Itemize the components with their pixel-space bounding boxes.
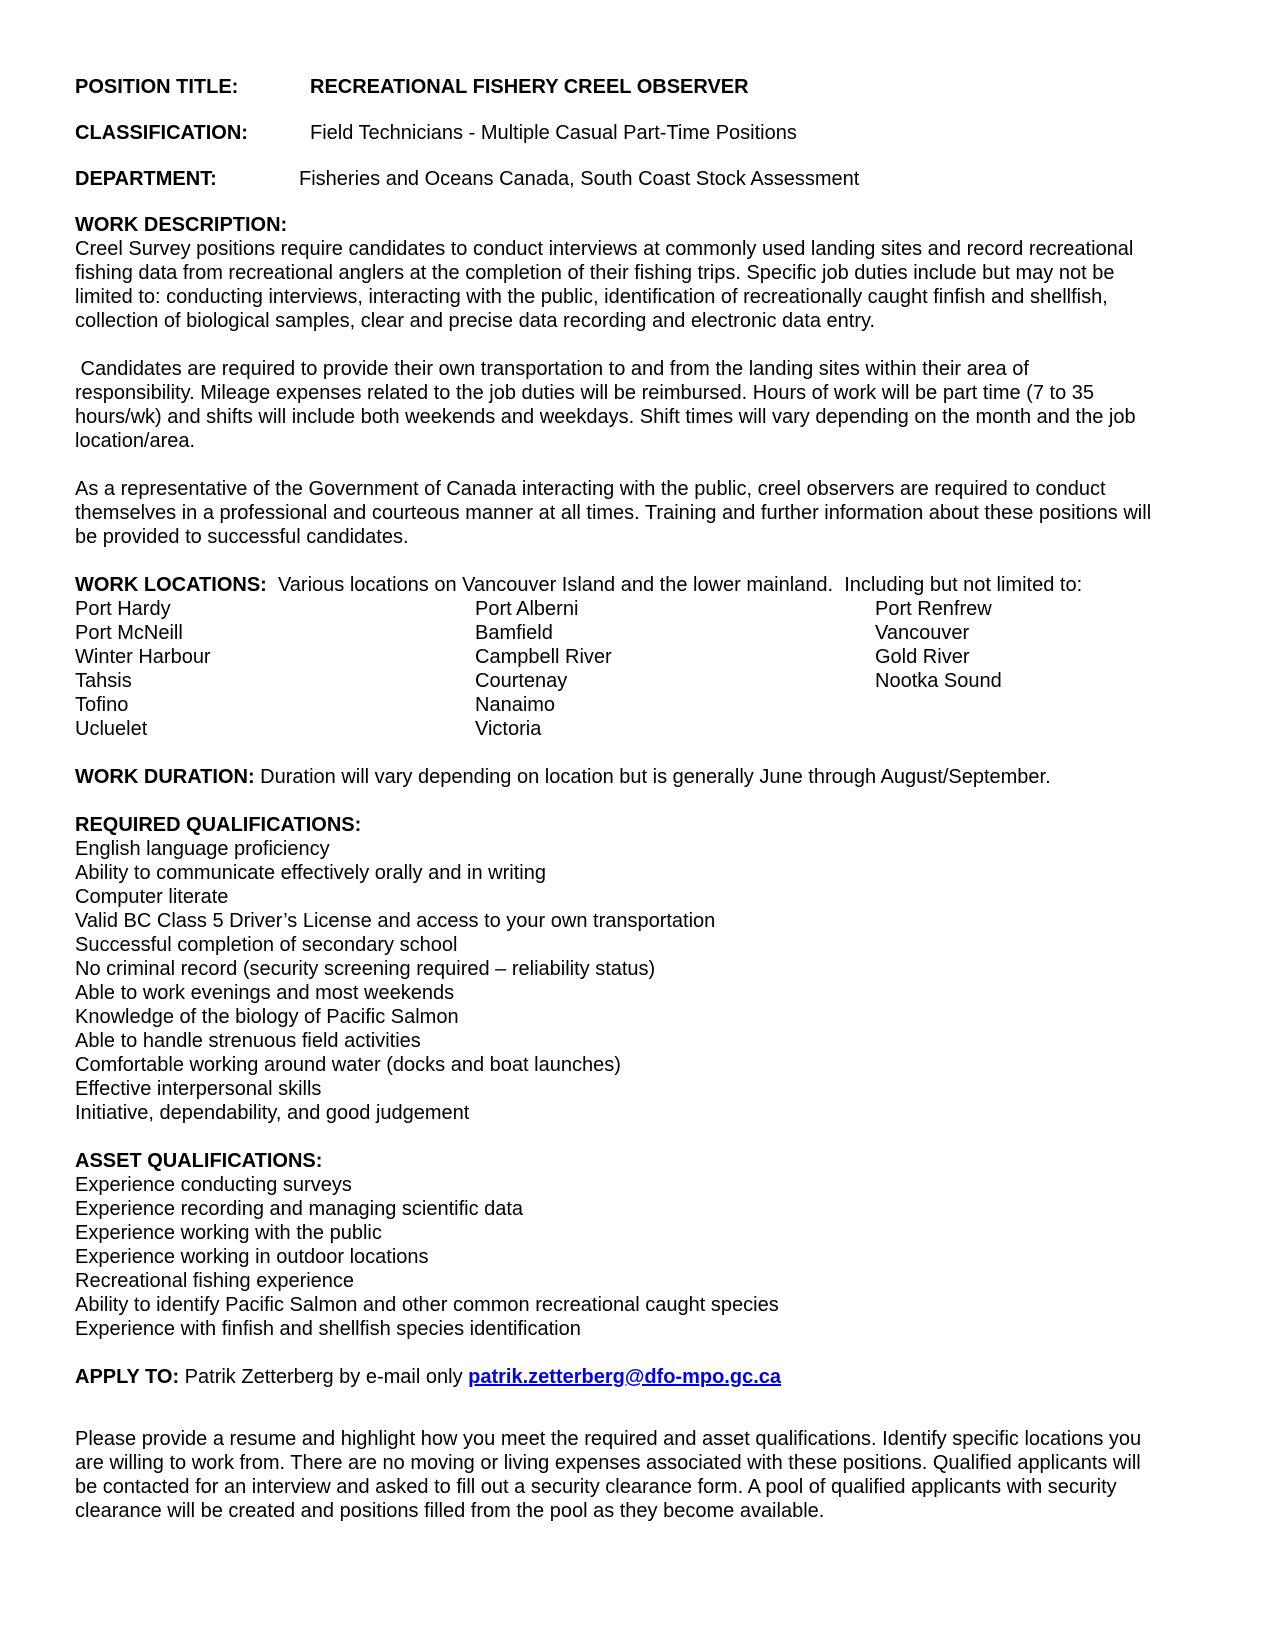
- required-qualifications-section: [75, 813, 1205, 1125]
- list-item: Bamfield: [475, 622, 553, 644]
- job-posting-document: [75, 75, 1205, 1523]
- list-item: Port Alberni: [475, 598, 579, 620]
- list-item: Winter Harbour: [75, 646, 211, 668]
- position-title-label: POSITION TITLE:: [75, 76, 239, 98]
- work-description-paragraph-1: Creel Survey positions require candidates to conduct interviews at commonly used landing sites and record recreational fishing data from recreational anglers at the completion of their fishing trips. Specific job duties include but may not be limited to: conducting interviews, interacting with the public, identification of recreationally caught finfish and shellfish, collection of biological samples, clear and precise data recording and electronic data entry.: [75, 238, 1134, 332]
- apply-to-section: [75, 1365, 1205, 1389]
- list-item: Experience with finfish and shellfish species identification: [75, 1318, 581, 1340]
- location-column-3: [875, 597, 1205, 741]
- work-duration-text: Duration will vary depending on location but is generally June through August/September.: [254, 766, 1051, 788]
- location-column-2: [475, 597, 875, 741]
- list-item: Able to work evenings and most weekends: [75, 982, 455, 1004]
- classification-row: [75, 121, 1205, 145]
- list-item: Campbell River: [475, 646, 612, 668]
- position-title-row: [75, 75, 1205, 99]
- list-item: Tahsis: [75, 670, 132, 692]
- list-item: Knowledge of the biology of Pacific Salmon: [75, 1006, 459, 1028]
- work-description-heading: WORK DESCRIPTION:: [75, 214, 288, 236]
- list-item: Experience recording and managing scientific data: [75, 1198, 524, 1220]
- list-item: Port Hardy: [75, 598, 171, 620]
- list-item: Port Renfrew: [875, 598, 992, 620]
- location-column-1: [75, 597, 475, 741]
- work-description-section: [75, 213, 1205, 549]
- work-locations-section: [75, 573, 1205, 741]
- list-item: Victoria: [475, 718, 542, 740]
- apply-to-heading: APPLY TO:: [75, 1366, 180, 1388]
- asset-qualifications-heading: ASSET QUALIFICATIONS:: [75, 1150, 323, 1172]
- list-item: Recreational fishing experience: [75, 1270, 355, 1292]
- list-item: Vancouver: [875, 622, 970, 644]
- position-title-value: RECREATIONAL FISHERY CREEL OBSERVER: [310, 76, 749, 98]
- work-duration-heading: WORK DURATION:: [75, 766, 255, 788]
- required-qualifications-heading: REQUIRED QUALIFICATIONS:: [75, 814, 362, 836]
- list-item: Ability to communicate effectively orally and in writing: [75, 862, 546, 884]
- list-item: Able to handle strenuous field activities: [75, 1030, 421, 1052]
- list-item: Effective interpersonal skills: [75, 1078, 322, 1100]
- list-item: English language proficiency: [75, 838, 330, 860]
- department-value: Fisheries and Oceans Canada, South Coast Stock Assessment: [299, 168, 860, 190]
- list-item: Nanaimo: [475, 694, 556, 716]
- work-description-paragraph-3: As a representative of the Government of Canada interacting with the public, creel observers are required to conduct themselves in a professional and courteous manner at all times. Training and further information about these positions will be provided to successful candidates.: [75, 478, 1152, 548]
- list-item: Courtenay: [475, 670, 568, 692]
- list-item: Port McNeill: [75, 622, 183, 644]
- closing-paragraph: Please provide a resume and highlight how you meet the required and asset qualifications. Identify specific locations you are willing to work from. There are no moving or living expenses associated with these positions. Qualified applicants will be contacted for an interview and asked to fill out a security clearance form. A pool of qualified applicants with security clearance will be created and positions filled from the pool as they become available.: [75, 1428, 1142, 1522]
- list-item: Comfortable working around water (docks and boat launches): [75, 1054, 621, 1076]
- list-item: Experience conducting surveys: [75, 1174, 352, 1196]
- list-item: No criminal record (security screening required – reliability status): [75, 958, 656, 980]
- location-list: [75, 597, 1205, 741]
- classification-label: CLASSIFICATION:: [75, 122, 248, 144]
- list-item: Initiative, dependability, and good judgement: [75, 1102, 470, 1124]
- work-locations-intro-text: Various locations on Vancouver Island and the lower mainland. Including but not limited to:: [266, 574, 1083, 596]
- list-item: Nootka Sound: [875, 670, 1002, 692]
- contact-email-link[interactable]: patrik.zetterberg@dfo-mpo.gc.ca: [468, 1366, 782, 1388]
- list-item: Experience working with the public: [75, 1222, 382, 1244]
- list-item: Gold River: [875, 646, 970, 668]
- list-item: Valid BC Class 5 Driver’s License and access to your own transportation: [75, 910, 716, 932]
- classification-value: Field Technicians - Multiple Casual Part-Time Positions: [310, 122, 797, 144]
- work-duration-section: [75, 765, 1205, 789]
- apply-to-text: Patrik Zetterberg by e-mail only: [179, 1366, 469, 1388]
- department-label: DEPARTMENT:: [75, 168, 217, 190]
- work-locations-heading: WORK LOCATIONS:: [75, 574, 267, 596]
- list-item: Experience working in outdoor locations: [75, 1246, 429, 1268]
- list-item: Computer literate: [75, 886, 229, 908]
- department-row: [75, 167, 1205, 191]
- list-item: Ability to identify Pacific Salmon and other common recreational caught species: [75, 1294, 779, 1316]
- list-item: Ucluelet: [75, 718, 148, 740]
- list-item: Successful completion of secondary school: [75, 934, 458, 956]
- work-description-paragraph-2: Candidates are required to provide their own transportation to and from the landing sites within their area of responsibility. Mileage expenses related to the job duties will be reimbursed. Hours of work will be part time (7 to 35 hours/wk) and shifts will include both weekends and weekdays. Shift times will vary depending on the month and the job location/area.: [75, 358, 1136, 452]
- asset-qualifications-section: [75, 1149, 1205, 1341]
- list-item: Tofino: [75, 694, 129, 716]
- work-locations-intro: [75, 573, 1205, 597]
